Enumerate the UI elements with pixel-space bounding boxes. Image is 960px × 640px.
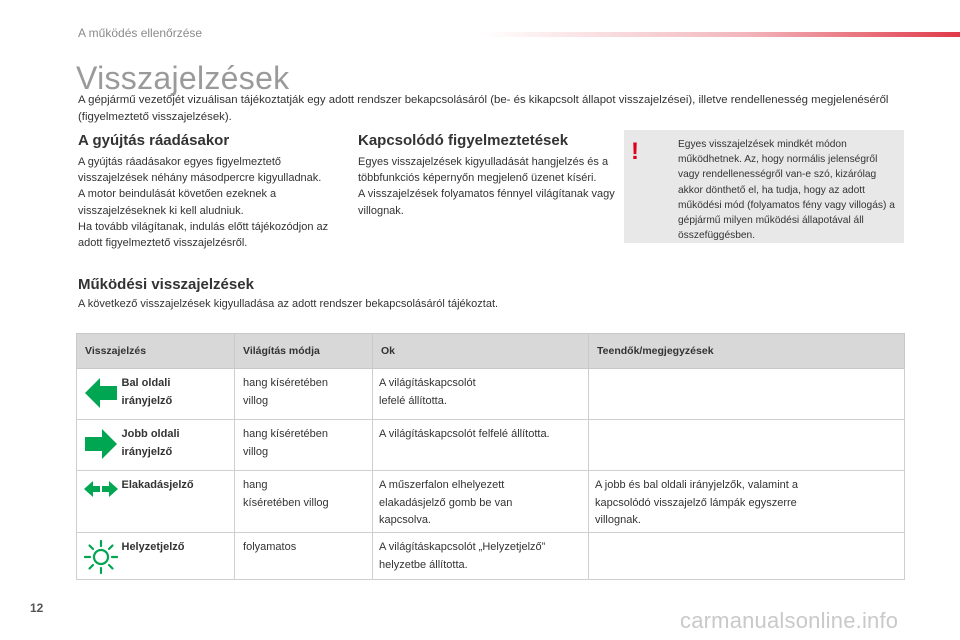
cause-line1: A világításkapcsolót felfelé állította. bbox=[379, 428, 550, 440]
notes bbox=[589, 471, 905, 533]
lighting-mode bbox=[235, 369, 373, 420]
table-row bbox=[77, 420, 905, 471]
ignition-text bbox=[78, 154, 348, 251]
intro-paragraph: A gépjármű vezetőjét vizuálisan tájékoztatják egy adott rendszer bekapcsolásáról (be- és kikapcsolt állapot visszajelzései), illetve rendellenesség megjelenéséről (figyelmeztető visszajelzések). bbox=[78, 94, 889, 123]
notes-line2: kapcsolódó visszajelző lámpák egyszerre bbox=[595, 496, 797, 509]
warning-exclamation-icon: ! bbox=[631, 138, 639, 165]
cause-line2: elakadásjelző gomb be van bbox=[379, 496, 513, 509]
sidelight-icon bbox=[83, 539, 119, 575]
indicator-name-line2: irányjelző bbox=[121, 445, 173, 458]
col-header-notes: Teendők/megjegyzések bbox=[589, 334, 905, 369]
table-row bbox=[77, 471, 905, 533]
related-warnings-text bbox=[358, 154, 620, 219]
page-title: Visszajelzések bbox=[76, 60, 290, 96]
indicator-name-line1: Bal oldali bbox=[121, 377, 171, 389]
ignition-text-1: A gyújtás ráadásakor egyes figyelmeztető visszajelzések néhány másodpercre kigyulladnak. bbox=[78, 156, 322, 185]
cause bbox=[373, 420, 589, 471]
note-text: Egyes visszajelzések mindkét módon működhetnek. Az, hogy normális jelenségről vagy rendellenességről van-e szó, kizárólag akkor dönthető el, ha tudja, hogy az adott működési mód (folyamatos fény vagy villogás) a gépjármű milyen működési állapotával áll összefüggésben. bbox=[678, 139, 895, 242]
col-header-mode: Világítás módja bbox=[235, 334, 373, 369]
cause bbox=[373, 471, 589, 533]
lighting-mode-line1: hang bbox=[243, 479, 268, 491]
section-header: A működés ellenőrzése bbox=[78, 26, 203, 40]
left-arrow-icon bbox=[83, 375, 119, 411]
indicator-name bbox=[122, 420, 235, 471]
indicator-name-line1: Jobb oldali bbox=[121, 428, 180, 440]
operating-indicators-intro: A következő visszajelzések kigyulladása az adott rendszer bekapcsolásáról tájékoztat. bbox=[78, 298, 499, 310]
cause-line1: A műszerfalon elhelyezett bbox=[379, 479, 505, 491]
hazard-arrows-icon bbox=[83, 477, 119, 501]
notes bbox=[589, 369, 905, 420]
cause-line2: lefelé állította. bbox=[379, 394, 447, 407]
cause-line1: A világításkapcsolót „Helyzetjelző” bbox=[379, 541, 546, 553]
page-number: 12 bbox=[30, 601, 44, 615]
indicator-icon-cell bbox=[77, 533, 122, 580]
indicator-table bbox=[76, 333, 905, 580]
notes bbox=[589, 533, 905, 580]
right-arrow-icon bbox=[83, 426, 119, 462]
col-header-cause: Ok bbox=[373, 334, 589, 369]
table-row bbox=[77, 369, 905, 420]
table-header-row bbox=[77, 334, 905, 369]
indicator-name-line1: Helyzetjelző bbox=[121, 541, 185, 553]
operating-indicators-heading: Működési visszajelzések bbox=[78, 276, 254, 293]
table-row bbox=[77, 533, 905, 580]
ignition-text-3: Ha tovább világítanak, indulás előtt tájékozódjon az adott figyelmeztető visszajelzésről. bbox=[78, 220, 329, 250]
indicator-name bbox=[122, 369, 235, 420]
watermark: carmanualsonline.info bbox=[680, 608, 899, 633]
lighting-mode bbox=[235, 471, 373, 533]
notes bbox=[589, 420, 905, 471]
lighting-mode-line2: villog bbox=[243, 394, 269, 407]
col-header-indicator: Visszajelzés bbox=[77, 334, 235, 369]
related-text-2: A visszajelzések folyamatos fénnyel világítanak vagy villognak. bbox=[358, 188, 615, 217]
lighting-mode-line2: kíséretében villog bbox=[243, 496, 329, 509]
notes-line3: villognak. bbox=[595, 514, 641, 526]
lighting-mode-line1: hang kíséretében bbox=[243, 377, 329, 389]
indicator-name-line1: Elakadásjelző bbox=[121, 479, 194, 491]
notes-line1: A jobb és bal oldali irányjelzők, valamint a bbox=[595, 479, 799, 491]
cause bbox=[373, 533, 589, 580]
related-warnings-heading: Kapcsolódó figyelmeztetések bbox=[358, 132, 569, 149]
ignition-heading: A gyújtás ráadásakor bbox=[78, 132, 230, 149]
ignition-text-2: A motor beindulását követően ezeknek a visszajelzéseknek ki kell aludniuk. bbox=[78, 188, 277, 217]
indicator-name bbox=[122, 471, 235, 533]
lighting-mode-line1: hang kíséretében bbox=[243, 428, 329, 440]
indicator-icon-cell bbox=[77, 420, 122, 471]
lighting-mode bbox=[235, 533, 373, 580]
cause-line2: helyzetbe állította. bbox=[379, 558, 468, 571]
indicator-name bbox=[122, 533, 235, 580]
header-rule bbox=[480, 32, 960, 37]
lighting-mode-line2: villog bbox=[243, 445, 269, 458]
indicator-icon-cell bbox=[77, 369, 122, 420]
cause-line3: kapcsolva. bbox=[379, 514, 431, 526]
cause bbox=[373, 369, 589, 420]
related-text-1: Egyes visszajelzések kigyulladását hangjelzés és a többfunkciós képernyőn megjelenő üzenet kíséri. bbox=[358, 156, 609, 185]
indicator-icon-cell bbox=[77, 471, 122, 533]
indicator-name-line2: irányjelző bbox=[121, 394, 173, 407]
cause-line1: A világításkapcsolót bbox=[379, 377, 476, 389]
lighting-mode-line1: folyamatos bbox=[243, 541, 297, 553]
lighting-mode bbox=[235, 420, 373, 471]
